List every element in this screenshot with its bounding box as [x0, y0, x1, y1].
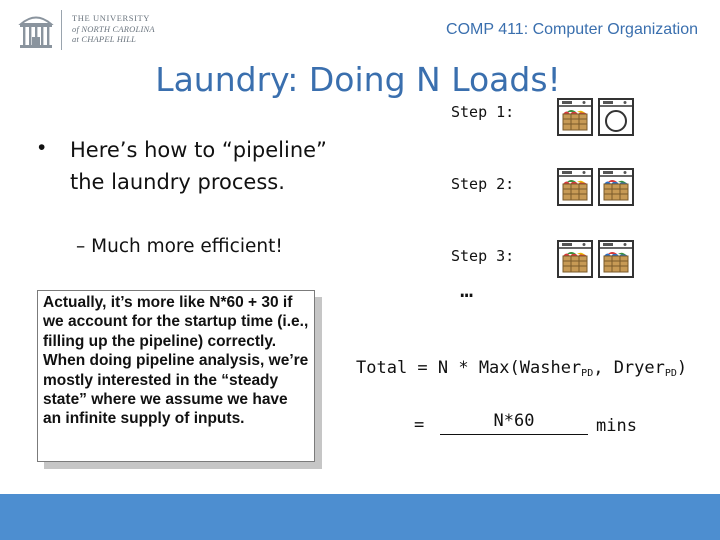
university-name — [72, 13, 155, 45]
total-prefix: Total = N * Max(Washer — [356, 358, 582, 378]
ellipsis: … — [460, 278, 471, 303]
washer-subscript: PD — [581, 368, 594, 379]
answer-value: N*60 — [493, 411, 535, 431]
footer-bar — [0, 494, 720, 540]
equals-sign: = — [414, 415, 425, 435]
dryer-icon — [598, 240, 634, 278]
total-suffix: ) — [676, 358, 688, 378]
laundry-basket-icon — [563, 180, 587, 200]
note-box: Actually, it’s more like N*60 + 30 if we account for the startup time (i.e., filling up the pipeline) correctly. When doing pipeline analysis, we’re mostly interested in the “steady state” where we assume we have an infinite supply of inputs. — [37, 290, 315, 462]
laundry-basket-icon — [563, 110, 587, 130]
logo-line-2: of NORTH CAROLINA — [72, 23, 155, 34]
course-title: COMP 411: Computer Organization — [446, 21, 698, 38]
dryer-icon — [598, 168, 634, 206]
bullet-text: Here’s how to “pipeline” the laundry process. — [70, 138, 327, 194]
logo-divider — [61, 10, 62, 50]
step-2-label: Step 2: — [451, 175, 515, 193]
total-mid: , Dryer — [593, 358, 665, 378]
step-1-label: Step 1: — [451, 103, 515, 121]
dryer-icon — [598, 98, 634, 136]
step-3-label: Step 3: — [451, 247, 515, 265]
step-1-dryer — [598, 98, 634, 136]
slide-title: Laundry: Doing N Loads! — [155, 60, 561, 99]
washer-icon — [557, 168, 593, 206]
laundry-basket-icon — [563, 252, 587, 272]
step-3-washer — [557, 240, 593, 278]
old-well-logo-icon — [18, 10, 54, 52]
logo-line-1: THE UNIVERSITY — [72, 13, 151, 23]
sub-bullet: – Much more efficient! — [76, 236, 283, 257]
laundry-basket-icon — [604, 180, 628, 200]
washer-icon — [557, 240, 593, 278]
total-formula — [356, 358, 687, 379]
logo-line-3: at CHAPEL HILL — [72, 34, 137, 44]
dryer-subscript: PD — [664, 368, 677, 379]
step-2-washer — [557, 168, 593, 206]
step-2-dryer — [598, 168, 634, 206]
step-1-washer — [557, 98, 593, 136]
laundry-basket-icon — [604, 252, 628, 272]
bullet-marker: • — [38, 136, 46, 159]
answer-unit: mins — [596, 416, 637, 436]
washer-icon — [557, 98, 593, 136]
step-3-dryer — [598, 240, 634, 278]
